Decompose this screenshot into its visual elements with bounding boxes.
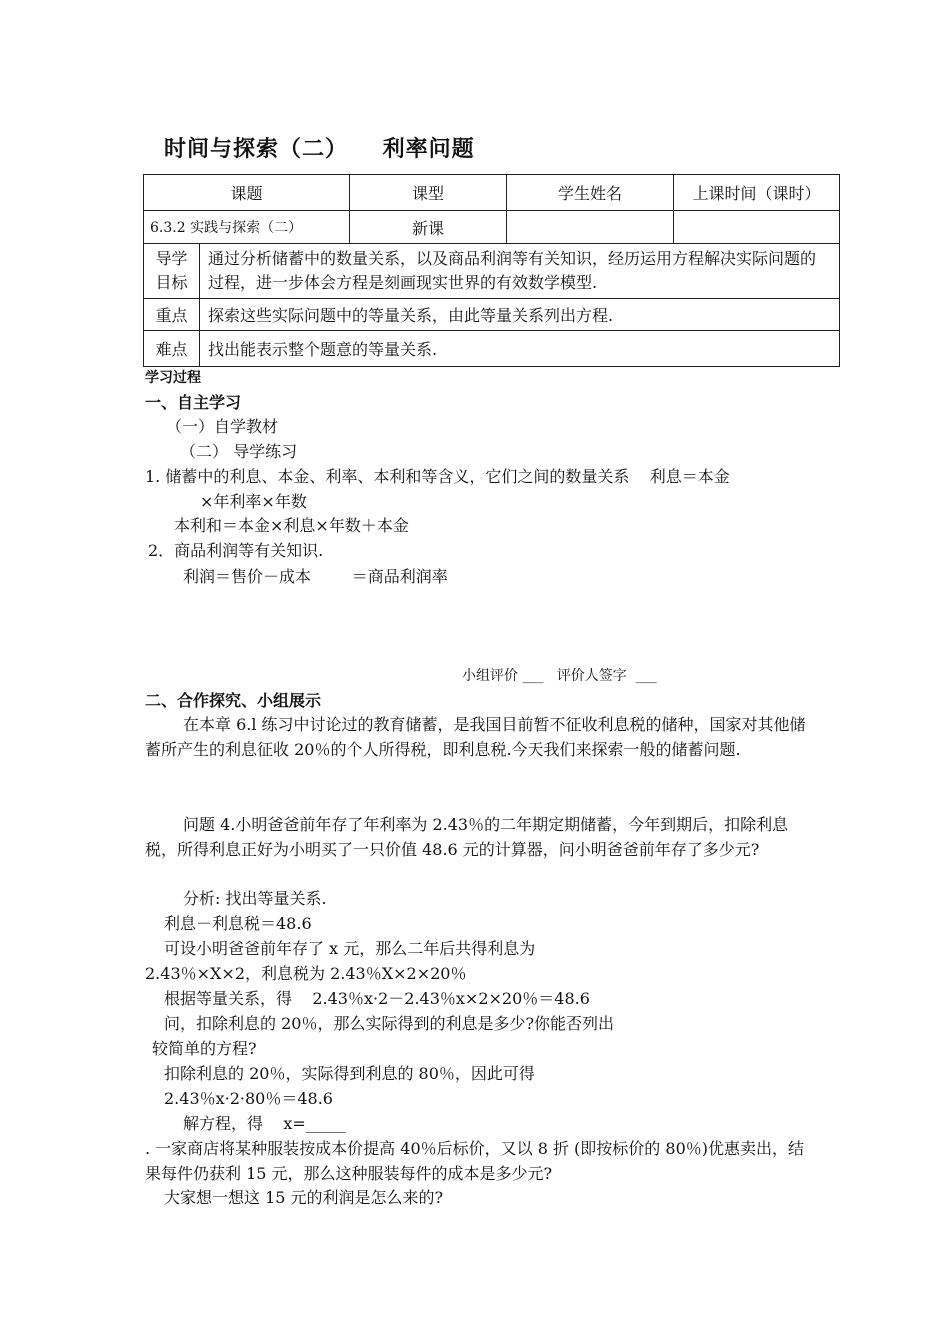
key-label: 重点 xyxy=(144,299,200,331)
analysis-line: 分析: 找出等量关系. xyxy=(183,889,327,908)
point-1-line-1: 1. 储蓄中的利息、本金、利率、本利和等含义，它们之间的数量关系 利息＝本金 xyxy=(145,467,730,486)
setup-line: 可设小明爸爸前年存了 x 元，那么二年后共得利息为 xyxy=(164,939,536,958)
goal-label: 导学目标 xyxy=(144,244,200,299)
problem-4: 问题 4.小明爸爸前年存了年利率为 2.43％的二年期定期储蓄，今年到期后，扣除利息税，所得利息正好为小明买了一只价值 48.6 元的计算器，问小明爸爸前年存了多少元? xyxy=(145,815,789,859)
question-line-2: 较简单的方程? xyxy=(152,1039,257,1058)
header-topic: 课题 xyxy=(144,175,350,211)
point-1-line-3: 本利和＝本金×利息×年数＋本金 xyxy=(174,516,409,535)
point-2-line-2: 利润＝售价－成本 ＝商品利润率 xyxy=(183,567,448,586)
key-text: 探索这些实际问题中的等量关系，由此等量关系列出方程. xyxy=(200,299,840,331)
cell-student-name xyxy=(507,211,674,244)
intro-paragraph: 在本章 6.l 练习中讨论过的教育储蓄，是我国目前暂不征收利息税的储种，国家对其他储蓄所产生的利息征收 20％的个人所得税，即利息税.今天我们来探索一般的储蓄问题. xyxy=(145,715,806,759)
lesson-info-table xyxy=(143,174,840,367)
deduct-line: 扣除利息的 20％，实际得到利息的 80％，因此可得 xyxy=(164,1064,535,1083)
equation-1: 利息－利息税＝48.6 xyxy=(164,914,312,933)
point-2-line-1: 2．商品利润等有关知识. xyxy=(148,541,324,560)
solve-line: 解方程，得 x=_____ xyxy=(183,1114,346,1133)
equation-3: 2.43％x·2·80％＝48.6 xyxy=(164,1089,333,1108)
group-evaluation: 小组评价 ___ 评价人签字 ___ xyxy=(462,668,657,684)
cell-topic: 6.3.2 实践与探索（二） xyxy=(144,211,350,244)
question-line: 问，扣除利息的 20％，那么实际得到的利息是多少?你能否列出 xyxy=(164,1014,615,1033)
table-row-difficulty xyxy=(144,331,840,367)
problem-5: . 一家商店将某种服装按成本价提高 40％后标价，又以 8 折 (即按标价的 80％)优惠卖出，结果每件仍获利 15 元，那么这种服装每件的成本是多少元? xyxy=(145,1139,804,1183)
cell-class-time xyxy=(674,211,840,244)
process-heading: 学习过程 xyxy=(145,370,201,386)
section-1-heading: 一、自主学习 xyxy=(145,393,242,412)
table-row-goal xyxy=(144,244,840,299)
page-title: 时间与探索（二） 利率问题 xyxy=(164,137,475,162)
goal-text: 通过分析储蓄中的数量关系，以及商品利润等有关知识，经历运用方程解决实际问题的过程，进一步体会方程是刻画现实世界的有效数学模型. xyxy=(200,244,840,299)
difficulty-text: 找出能表示整个题意的等量关系. xyxy=(200,331,840,367)
cell-type: 新课 xyxy=(350,211,507,244)
header-student-name: 学生姓名 xyxy=(507,175,674,211)
tax-line: 2.43％×X×2，利息税为 2.43％X×2×20％ xyxy=(145,964,467,983)
subsection-1b: （二） 导学练习 xyxy=(180,442,298,461)
header-type: 课型 xyxy=(350,175,507,211)
header-class-time: 上课时间（课时） xyxy=(674,175,840,211)
difficulty-label: 难点 xyxy=(144,331,200,367)
equation-2: 根据等量关系，得 2.43％x·2－2.43％x×2×20％＝48.6 xyxy=(164,989,590,1008)
table-row-key xyxy=(144,299,840,331)
think-line: 大家想一想这 15 元的利润是怎么来的? xyxy=(164,1188,444,1207)
section-2-heading: 二、合作探究、小组展示 xyxy=(145,691,322,710)
point-1-line-2: ×年利率×年数 xyxy=(200,492,307,511)
subsection-1a: （一）自学教材 xyxy=(166,417,279,436)
table-row xyxy=(144,211,840,244)
table-header-row xyxy=(144,175,840,211)
